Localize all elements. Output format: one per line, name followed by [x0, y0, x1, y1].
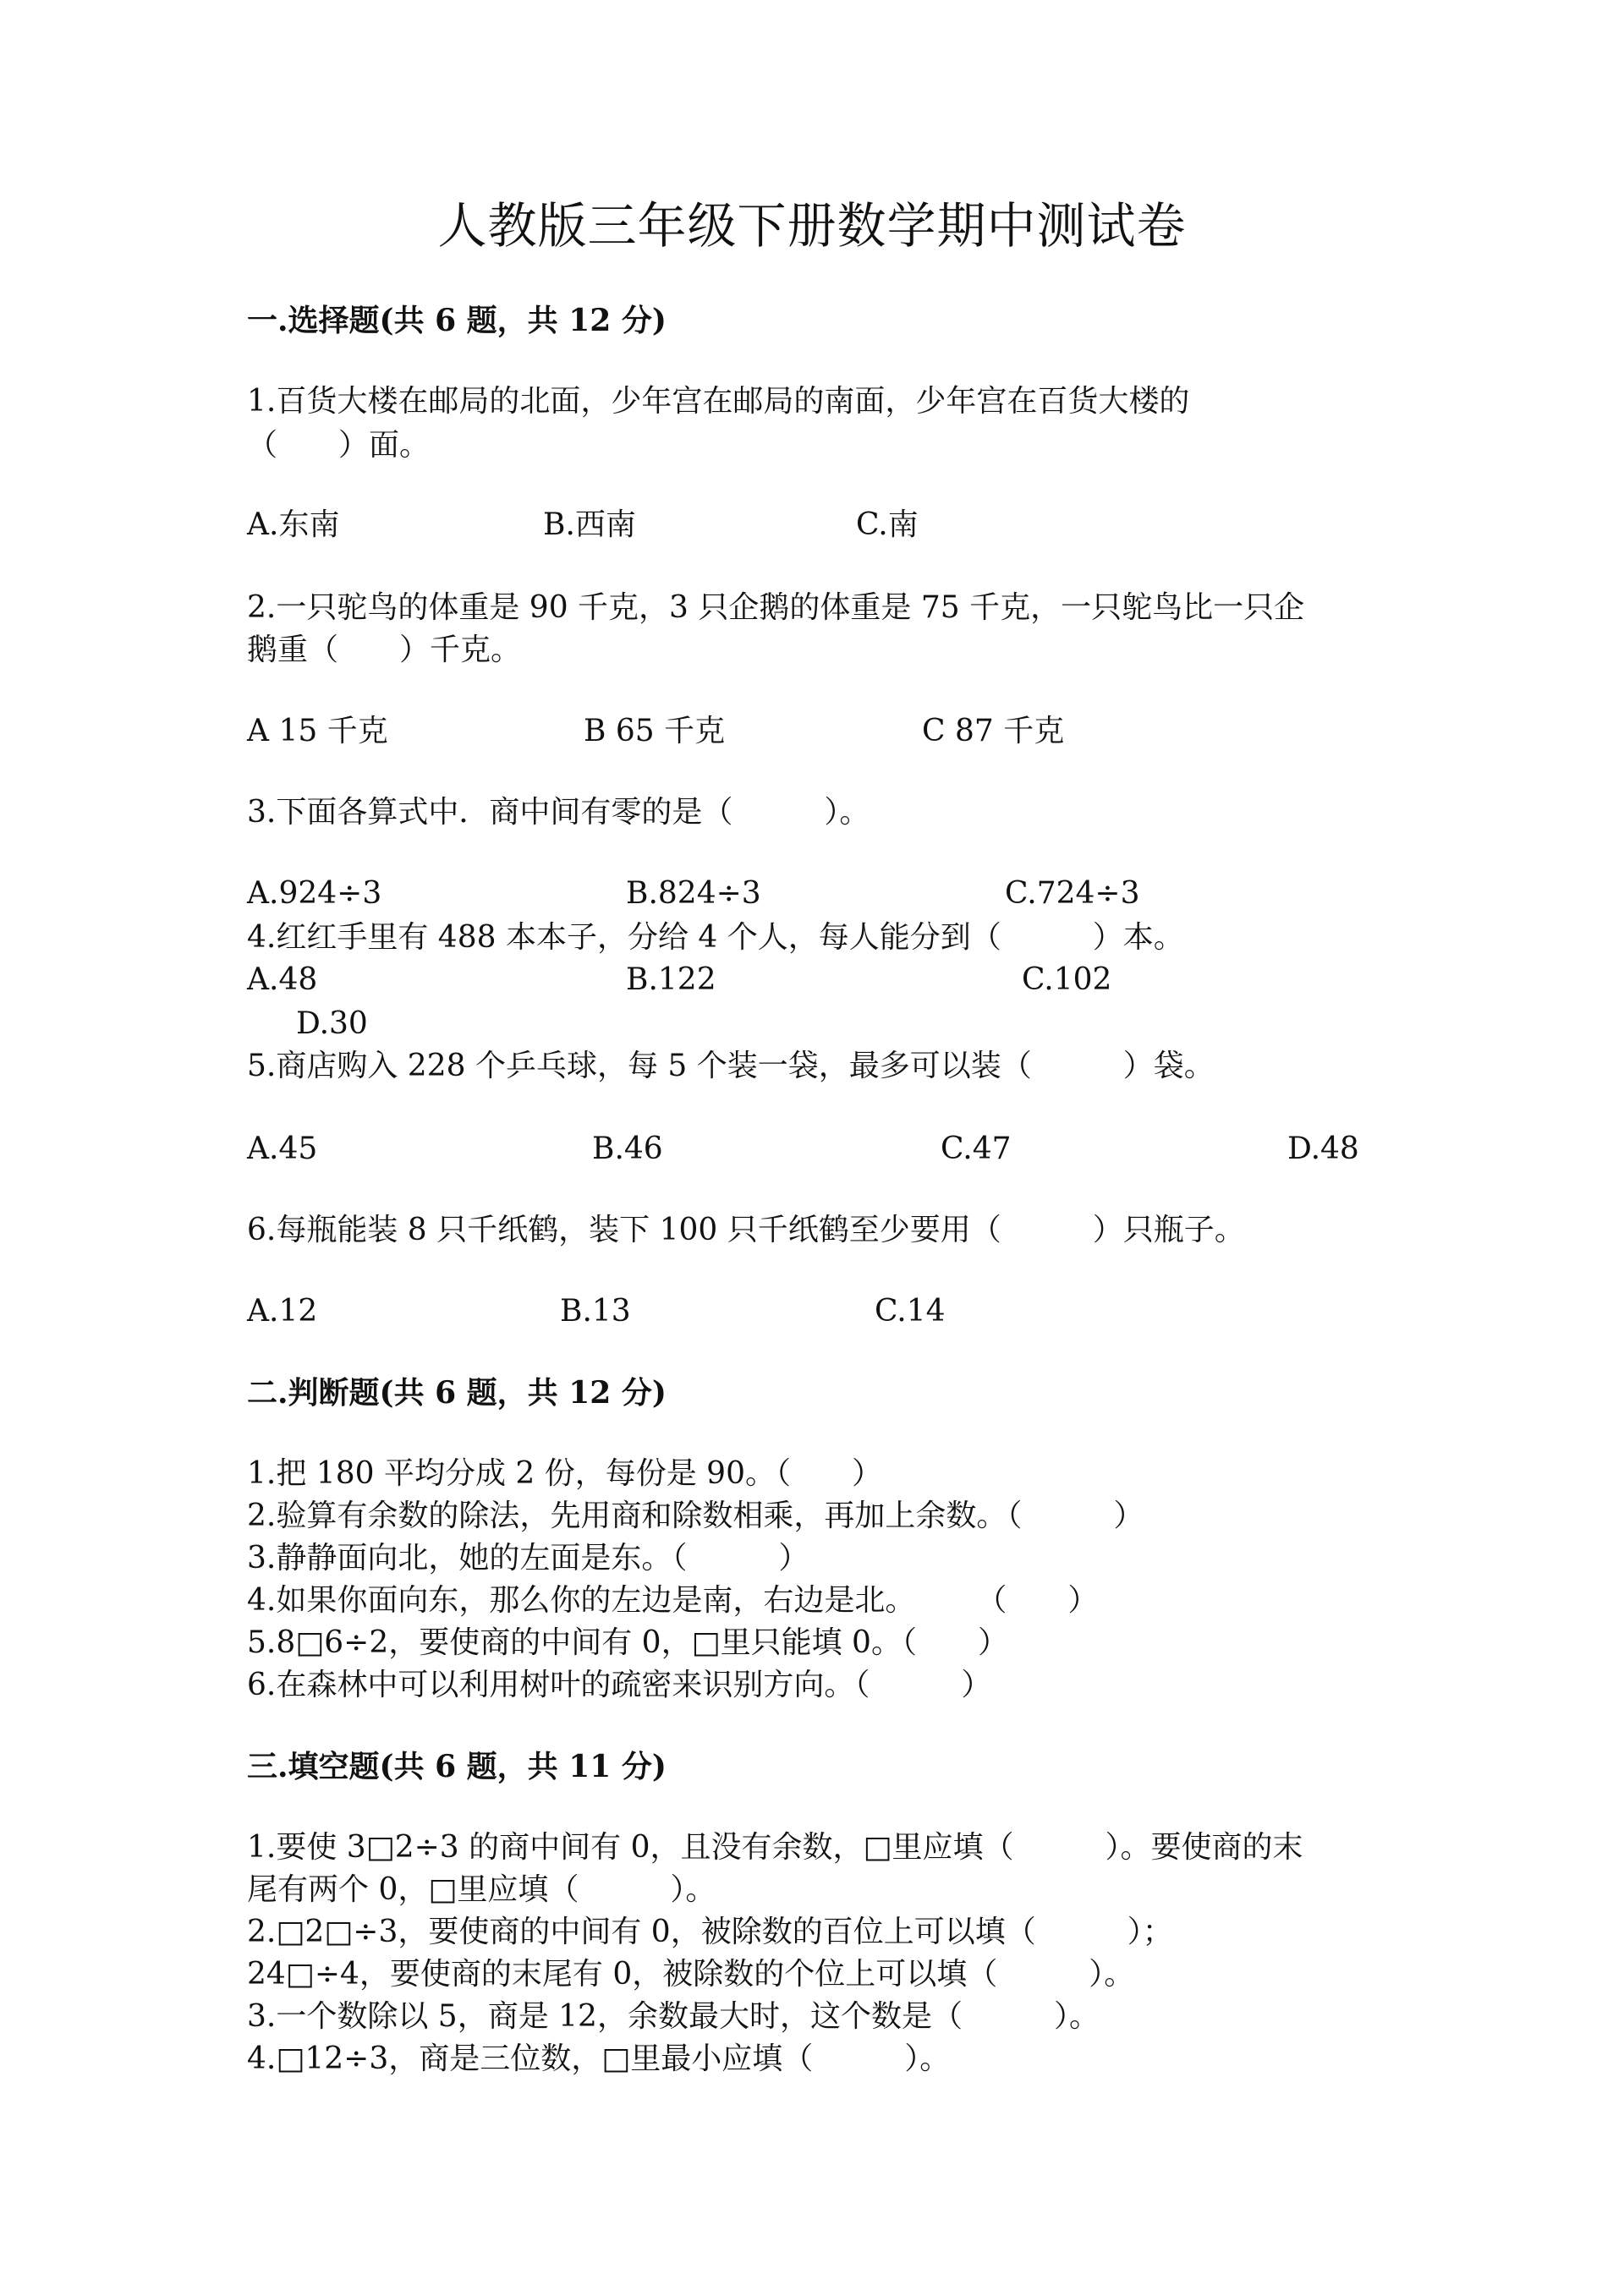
question-1-line-2: （ ）面。 [247, 428, 431, 463]
question-4-option-c: C.102 [1022, 962, 1112, 997]
question-2-option-b: B 65 千克 [584, 714, 726, 748]
question-3-line-1: 3.下面各算式中．商中间有零的是（ ）。 [247, 795, 870, 830]
judgment-item-1: 1.把 180 平均分成 2 份，每份是 90。（ ） [247, 1456, 882, 1491]
judgment-item-2: 2.验算有余数的除法，先用商和除数相乘，再加上余数。（ ） [247, 1499, 1144, 1533]
question-4-line-1: 4.红红手里有 488 本本子，分给 4 个人，每人能分到（ ）本。 [247, 920, 1184, 955]
judgment-item-4: 4.如果你面向东，那么你的左边是南，右边是北。 （ ） [247, 1583, 1099, 1618]
question-5-option-a: A.45 [247, 1132, 318, 1166]
question-3-option-c: C.724÷3 [1005, 876, 1140, 911]
fill-item-2-line-2: 24□÷4，要使商的末尾有 0，被除数的个位上可以填（ ）。 [247, 1957, 1135, 1992]
question-2-option-a: A 15 千克 [247, 714, 388, 748]
judgment-item-3: 3.静静面向北，她的左面是东。（ ） [247, 1541, 809, 1575]
question-6-option-a: A.12 [247, 1294, 318, 1329]
question-3-option-a: A.924÷3 [247, 876, 382, 911]
question-1-option-b: B.西南 [543, 507, 636, 542]
question-1-option-a: A.东南 [247, 507, 340, 542]
fill-item-3: 3.一个数除以 5，商是 12，余数最大时，这个数是（ ）。 [247, 1999, 1100, 2034]
question-6-option-b: B.13 [560, 1294, 631, 1329]
question-2-line-2: 鹅重（ ）千克。 [247, 633, 522, 667]
fill-item-2-line-1: 2.□2□÷3，要使商的中间有 0，被除数的百位上可以填（ ）； [247, 1915, 1173, 1949]
question-2-option-c: C 87 千克 [922, 714, 1065, 748]
question-3-option-b: B.824÷3 [626, 876, 761, 911]
judgment-item-5: 5.8□6÷2，要使商的中间有 0，□里只能填 0。（ ） [247, 1625, 1008, 1660]
fill-item-4: 4.□12÷3，商是三位数，□里最小应填（ ）。 [247, 2041, 951, 2076]
question-4-option-b: B.122 [626, 962, 716, 997]
section-heading-judgment: 二.判断题(共 6 题，共 12 分) [247, 1375, 667, 1411]
question-5-line-1: 5.商店购入 228 个乒乓球，每 5 个装一袋，最多可以装（ ）袋。 [247, 1049, 1215, 1083]
question-1-option-c: C.南 [856, 507, 919, 542]
question-4-option-a: A.48 [247, 962, 318, 997]
question-2-line-1: 2.一只驼鸟的体重是 90 千克，3 只企鹅的体重是 75 千克，一只鸵鸟比一只企 [247, 590, 1305, 625]
question-6-option-c: C.14 [875, 1294, 946, 1329]
question-5-option-b: B.46 [592, 1132, 663, 1166]
page-title: 人教版三年级下册数学期中测试卷 [437, 197, 1187, 255]
question-5-option-d: D.48 [1287, 1132, 1359, 1166]
fill-item-1-line-1: 1.要使 3□2÷3 的商中间有 0，且没有余数，□里应填（ ）。要使商的末 [247, 1830, 1303, 1865]
question-5-option-c: C.47 [941, 1132, 1012, 1166]
judgment-item-6: 6.在森林中可以利用树叶的疏密来识别方向。（ ） [247, 1668, 992, 1702]
question-6-line-1: 6.每瓶能装 8 只千纸鹤，装下 100 只千纸鹤至少要用（ ）只瓶子。 [247, 1213, 1245, 1247]
question-1-line-1: 1.百货大楼在邮局的北面，少年宫在邮局的南面，少年宫在百货大楼的 [247, 384, 1190, 419]
section-heading-choice: 一.选择题(共 6 题，共 12 分) [247, 303, 667, 338]
question-4-option-d: D.30 [296, 1006, 368, 1041]
fill-item-1-line-2: 尾有两个 0，□里应填（ ）。 [247, 1872, 716, 1907]
section-heading-fill: 三.填空题(共 6 题，共 11 分) [247, 1749, 667, 1784]
